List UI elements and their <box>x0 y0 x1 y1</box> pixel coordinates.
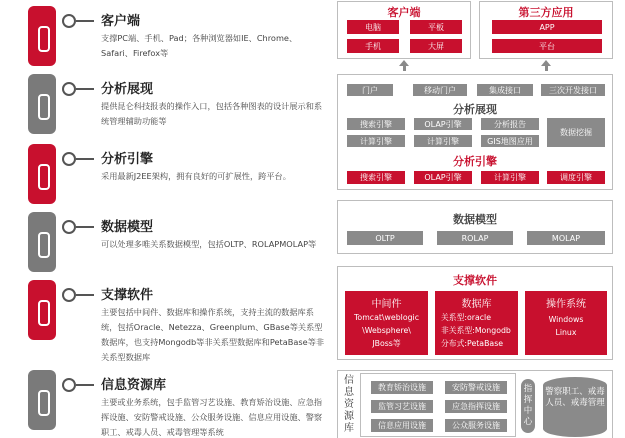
middleware-line: \Websphere\ <box>362 326 411 335</box>
third-party-panel <box>479 1 613 59</box>
ring-icon <box>62 288 76 302</box>
connector-line <box>76 226 94 228</box>
middleware-title: 中间件 <box>371 299 402 310</box>
facility-item: 应急指挥设施 <box>445 400 507 413</box>
analysis-panel <box>337 74 613 190</box>
layer-tab-icon <box>28 74 56 134</box>
layer-title: 数据模型 <box>101 220 154 235</box>
display-item: OLAP引擎 <box>414 118 472 130</box>
layer-row-data-model <box>0 212 332 276</box>
engine-item: 调度引擎 <box>547 171 605 184</box>
os-title: 操作系统 <box>546 299 586 310</box>
portal-item: 门户 <box>347 84 393 96</box>
ring-icon <box>62 82 76 96</box>
layer-title: 客户端 <box>101 14 141 29</box>
facility-item: 安防警戒设施 <box>445 381 507 394</box>
facility-item: 教育矫治设施 <box>371 381 433 394</box>
display-item: 计算引擎 <box>347 135 405 147</box>
ring-icon <box>62 14 76 28</box>
os-box <box>525 291 607 355</box>
layer-title: 分析引擎 <box>101 152 154 167</box>
client-panel-title: 客户端 <box>387 6 421 19</box>
model-item: MOLAP <box>527 231 605 245</box>
database-line: 非关系型:Mongodb <box>441 326 511 335</box>
engine-item: 搜索引擎 <box>347 171 405 184</box>
data-mining-box: 数据挖掘 <box>547 118 605 147</box>
layer-row-client <box>0 6 332 70</box>
engine-item: 计算引擎 <box>481 171 539 184</box>
connector-line <box>76 88 94 90</box>
client-item-pc: 电脑 <box>347 20 399 34</box>
people-database-cylinder-icon: 警察职工、戒毒人员、戒毒管理 <box>543 377 607 437</box>
layer-tab-icon <box>28 280 56 340</box>
info-repo-panel <box>337 370 613 438</box>
command-center-box: 指挥中心 <box>521 379 535 433</box>
middleware-line: Tomcat\weblogic <box>353 313 419 322</box>
client-item-phone: 手机 <box>347 39 399 53</box>
database-line: 分布式:PetaBase <box>441 339 504 348</box>
display-item: 分析报告 <box>481 118 539 130</box>
layer-desc: 支撑PC端、手机、Pad；各种浏览器如IE、Chrome、Safari、Firefox等 <box>101 33 298 58</box>
layer-desc: 采用最新J2EE架构，拥有良好的可扩展性，跨平台。 <box>101 171 291 181</box>
layer-row-info-repo <box>0 370 332 436</box>
arrow-stem <box>403 66 406 71</box>
data-model-panel <box>337 200 613 254</box>
analysis-engine-title: 分析引擎 <box>453 155 497 168</box>
data-model-title: 数据模型 <box>453 213 497 226</box>
database-title: 数据库 <box>461 299 492 310</box>
client-item-bigscreen: 大屏 <box>410 39 462 53</box>
analysis-display-title: 分析展现 <box>453 103 497 116</box>
layer-title: 支撑软件 <box>101 288 154 303</box>
connector-line <box>76 158 94 160</box>
model-item: OLTP <box>347 231 423 245</box>
facility-item: 信息应用设施 <box>371 419 433 432</box>
portal-item: 移动门户 <box>413 84 467 96</box>
database-box <box>435 291 518 355</box>
third-party-item-platform: 平台 <box>492 39 602 53</box>
layer-desc: 提供昆仑科技报表的操作入口，包括各种图表的设计展示和系统管理辅助功能等 <box>101 101 323 126</box>
facility-grid <box>360 373 516 437</box>
layer-title: 信息资源库 <box>101 378 167 393</box>
third-party-item-app: APP <box>492 20 602 34</box>
client-panel <box>337 1 471 59</box>
os-line: Linux <box>555 328 577 337</box>
connector-line <box>76 384 94 386</box>
layer-tab-icon <box>28 212 56 272</box>
facility-item: 监管习艺设施 <box>371 400 433 413</box>
layer-row-support <box>0 280 332 360</box>
engine-item: OLAP引擎 <box>414 171 472 184</box>
display-item: 计算引擎 <box>414 135 472 147</box>
layer-tab-icon <box>28 370 56 430</box>
os-line: Windows <box>548 315 584 324</box>
database-line: 关系型:oracle <box>441 313 492 322</box>
layer-tab-icon <box>28 144 56 204</box>
support-panel <box>337 266 613 360</box>
arrow-stem <box>545 66 548 71</box>
display-item: GIS地图应用 <box>481 135 539 147</box>
layer-row-analysis-display <box>0 74 332 138</box>
support-title: 支撑软件 <box>453 274 497 287</box>
ring-icon <box>62 378 76 392</box>
layer-title: 分析展现 <box>101 82 154 97</box>
layer-desc: 主要包括中间件、数据库和操作系统，支持主流的数据库系统，包括Oracle、Netezza、Greenplum、GBase等关系型数据库，也支持Mongodb等非关系型数据库和PetaBase等非关系型数据库 <box>101 307 325 362</box>
client-item-tablet: 平板 <box>410 20 462 34</box>
layer-desc: 主要或业务系统，包手监管习艺设施、教育矫治设施、应急指挥设施、安防警戒设施、公众服务设施、信息应用设施、警察职工、戒毒人员、戒毒管理等系统 <box>101 397 323 437</box>
portal-item: 集成接口 <box>477 84 533 96</box>
ring-icon <box>62 220 76 234</box>
layer-row-analysis-engine <box>0 144 332 208</box>
middleware-box <box>345 291 428 355</box>
model-item: ROLAP <box>437 231 513 245</box>
layer-tab-icon <box>28 6 56 66</box>
third-party-panel-title: 第三方应用 <box>518 6 574 19</box>
facility-item: 公众服务设施 <box>445 419 507 432</box>
ring-icon <box>62 152 76 166</box>
connector-line <box>76 294 94 296</box>
portal-item: 三次开发接口 <box>541 84 605 96</box>
info-repo-label: 信息资源库 <box>344 375 354 434</box>
connector-line <box>76 20 94 22</box>
display-item: 搜索引擎 <box>347 118 405 130</box>
layer-desc: 可以处理多唯关系数据模型，包括OLTP、ROLAPMOLAP等 <box>101 239 317 249</box>
middleware-line: JBoss等 <box>372 339 401 348</box>
